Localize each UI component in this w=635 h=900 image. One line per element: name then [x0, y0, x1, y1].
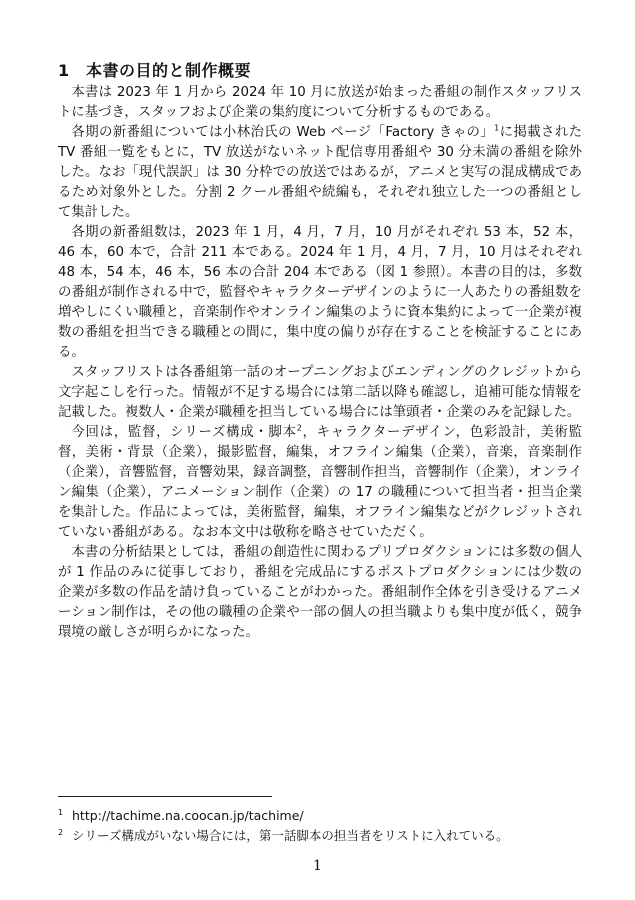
footnote-item: 2 シリーズ構成がいない場合には，第一話脚本の担当者をリストに入れている。	[58, 827, 509, 843]
paragraph	[58, 363, 582, 423]
paragraph-text: 本書は 2023 年 1 月から 2024 年 10 月に放送が始まった番組の制作スタッフリストに基づき，スタッフおよび企業の集約度について分析するものである。	[58, 85, 582, 120]
paragraph	[58, 423, 582, 543]
paragraph-text: に掲載された TV 番組一覧をもとに，TV 放送がないネット配信専用番組や 30 分未満の番組を除外した。なお「現代誤訳」は 30 分枠での放送ではあるが，アニメと実写の混成構成であるため対象外とした。分割 2 クール番組や続編も，それぞれ独立した一つの番組として集計した。	[58, 125, 583, 220]
paragraph	[58, 123, 582, 223]
paragraph-text: ，キャラクターデザイン，色彩設計，美術監督，美術・背景（企業），撮影監督，編集，オフライン編集（企業），音楽，音楽制作（企業），音響監督，音響効果，録音調整，音響制作担当，音響制作（企業），オンライン編集（企業），アニメーション制作（企業）の 17 の職種について担当者・担当企業を集計した。作品によっては，美術監督，編集，オフライン編集などがクレジットされていない番組がある。なお本文中は敬称を略させていただく。	[58, 425, 582, 540]
footnote-url[interactable]: http://tachime.na.coocan.jp/tachime/	[72, 808, 304, 823]
page-number: 1	[313, 858, 322, 874]
paragraph-text: 各期の新番組数は，2023 年 1 月，4 月，7 月，10 月がそれぞれ 53 本，52 本，46 本，60 本で，合計 211 本である。2024 年 1 月，4 月，7 月，10 月はそれぞれ 48 本，54 本，46 本，56 本の合計 204 本である（図 1 参照）。本書の目的は，多数の番組が制作される中で，監督やキャラクターデザインのように一人あたりの番組数を増やしにくい職種と，音楽制作やオンライン編集のように資本集約によって一企業が複数の番組を担当できる職種との間に，集中度の偏りが存在することを検証することにある。	[58, 225, 582, 360]
section-title: 本書の目的と制作概要	[86, 61, 252, 80]
footnote-divider	[58, 796, 272, 797]
section-heading	[58, 58, 251, 81]
paragraph	[58, 543, 582, 643]
footnote-ref[interactable]: 1	[494, 123, 500, 133]
paragraph-text: 今回は，監督，シリーズ構成・脚本	[71, 425, 297, 440]
paragraph-text: 各期の新番組については小林治氏の Web ページ「Factory きゃの」	[71, 125, 495, 140]
paragraph-text: 本書の分析結果としては，番組の創造性に関わるプリプロダクションには多数の個人が 1 作品のみに従事しており，番組を完成品にするポストプロダクションには少数の企業が多数の作品を請け負っていることがわかった。番組制作全体を引き受けるアニメーション制作は，その他の職種の企業や一部の個人の担当職よりも集中度が低く，競争環境の厳しさが明らかになった。	[58, 545, 582, 640]
paragraph	[58, 83, 582, 123]
footnote-item: 1 http://tachime.na.coocan.jp/tachime/	[58, 807, 304, 823]
body-text	[58, 83, 582, 643]
section-number: 1	[58, 61, 70, 80]
paragraph	[58, 223, 582, 363]
footnote-text: シリーズ構成がいない場合には，第一話脚本の担当者をリストに入れている。	[72, 828, 509, 843]
paragraph-text: スタッフリストは各番組第一話のオープニングおよびエンディングのクレジットから文字起こしを行った。情報が不足する場合には第二話以降も確認し，追補可能な情報を記載した。複数人・企業が職種を担当している場合には筆頭者・企業のみを記録した。	[58, 365, 582, 420]
footnote-ref[interactable]: 2	[296, 423, 302, 433]
footnotes	[58, 806, 598, 846]
